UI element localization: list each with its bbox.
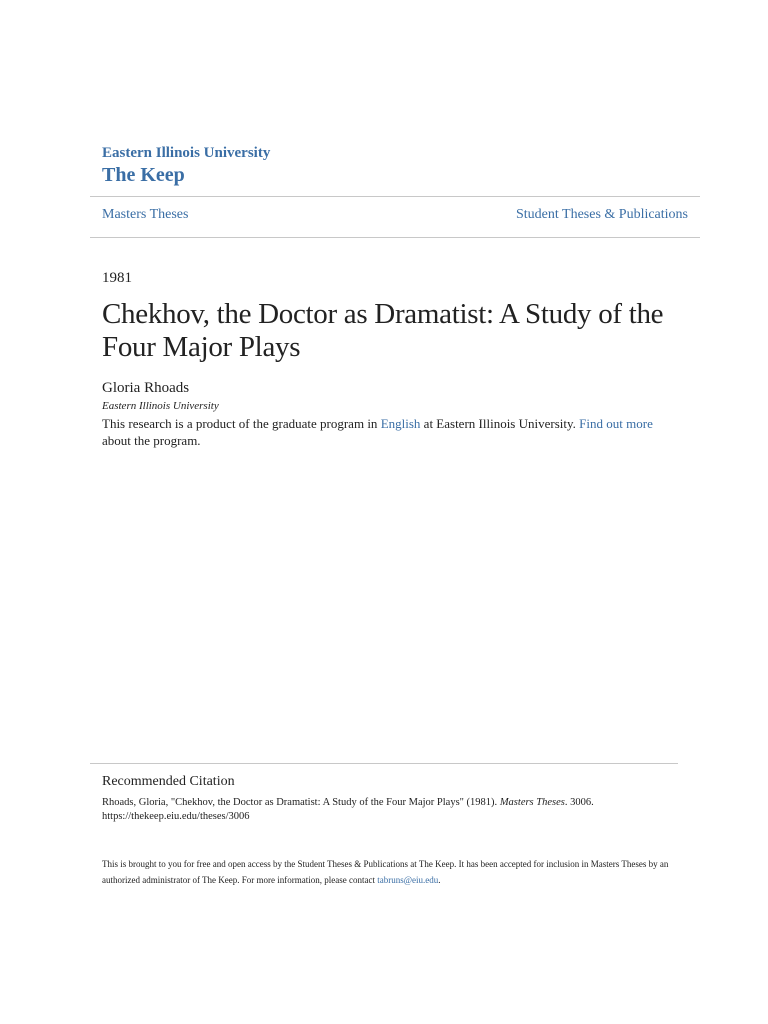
author-affiliation: Eastern Illinois University — [102, 400, 219, 412]
institution-name[interactable]: Eastern Illinois University — [102, 145, 271, 161]
repository-name[interactable]: The Keep — [102, 164, 185, 186]
repository-header — [102, 145, 270, 187]
about-suffix: about the program. — [102, 433, 201, 448]
citation-prefix: Rhoads, Gloria, "Chekhov, the Doctor as Dramatist: A Study of the Four Major Plays" (1981). — [102, 797, 500, 808]
english-program-link[interactable]: English — [380, 416, 421, 431]
about-middle: at Eastern Illinois University. — [420, 416, 580, 431]
citation-divider — [90, 763, 678, 764]
student-theses-publications-link[interactable]: Student Theses & Publications — [515, 207, 688, 222]
top-divider — [90, 196, 700, 197]
about-prefix: This research is a product of the graduate program in — [102, 416, 381, 431]
citation-heading: Recommended Citation — [102, 774, 235, 789]
program-description — [102, 415, 662, 449]
publication-year: 1981 — [102, 270, 132, 286]
find-out-more-link[interactable]: Find out more — [579, 416, 653, 431]
access-notice-end: . — [438, 875, 441, 885]
thesis-title: Chekhov, the Doctor as Dramatist: A Study of the Four Major Plays — [102, 298, 664, 363]
author-name: Gloria Rhoads — [102, 380, 190, 396]
citation-series: Masters Theses — [499, 797, 565, 808]
access-notice-text: This is brought to you for free and open access by the Student Theses & Publications at The Keep. It has been accepted for inclusion in Masters Theses by an authorized administrator of The Keep. For more information, please contact — [102, 859, 669, 885]
contact-email-link[interactable]: tabruns@eiu.edu — [377, 875, 439, 885]
citation-text — [102, 796, 682, 824]
citation-url: https://thekeep.eiu.edu/theses/3006 — [102, 811, 250, 822]
masters-theses-link[interactable]: Masters Theses — [102, 207, 189, 222]
access-notice — [102, 856, 682, 888]
citation-suffix: . 3006. — [564, 797, 594, 808]
nav-divider — [90, 237, 700, 238]
